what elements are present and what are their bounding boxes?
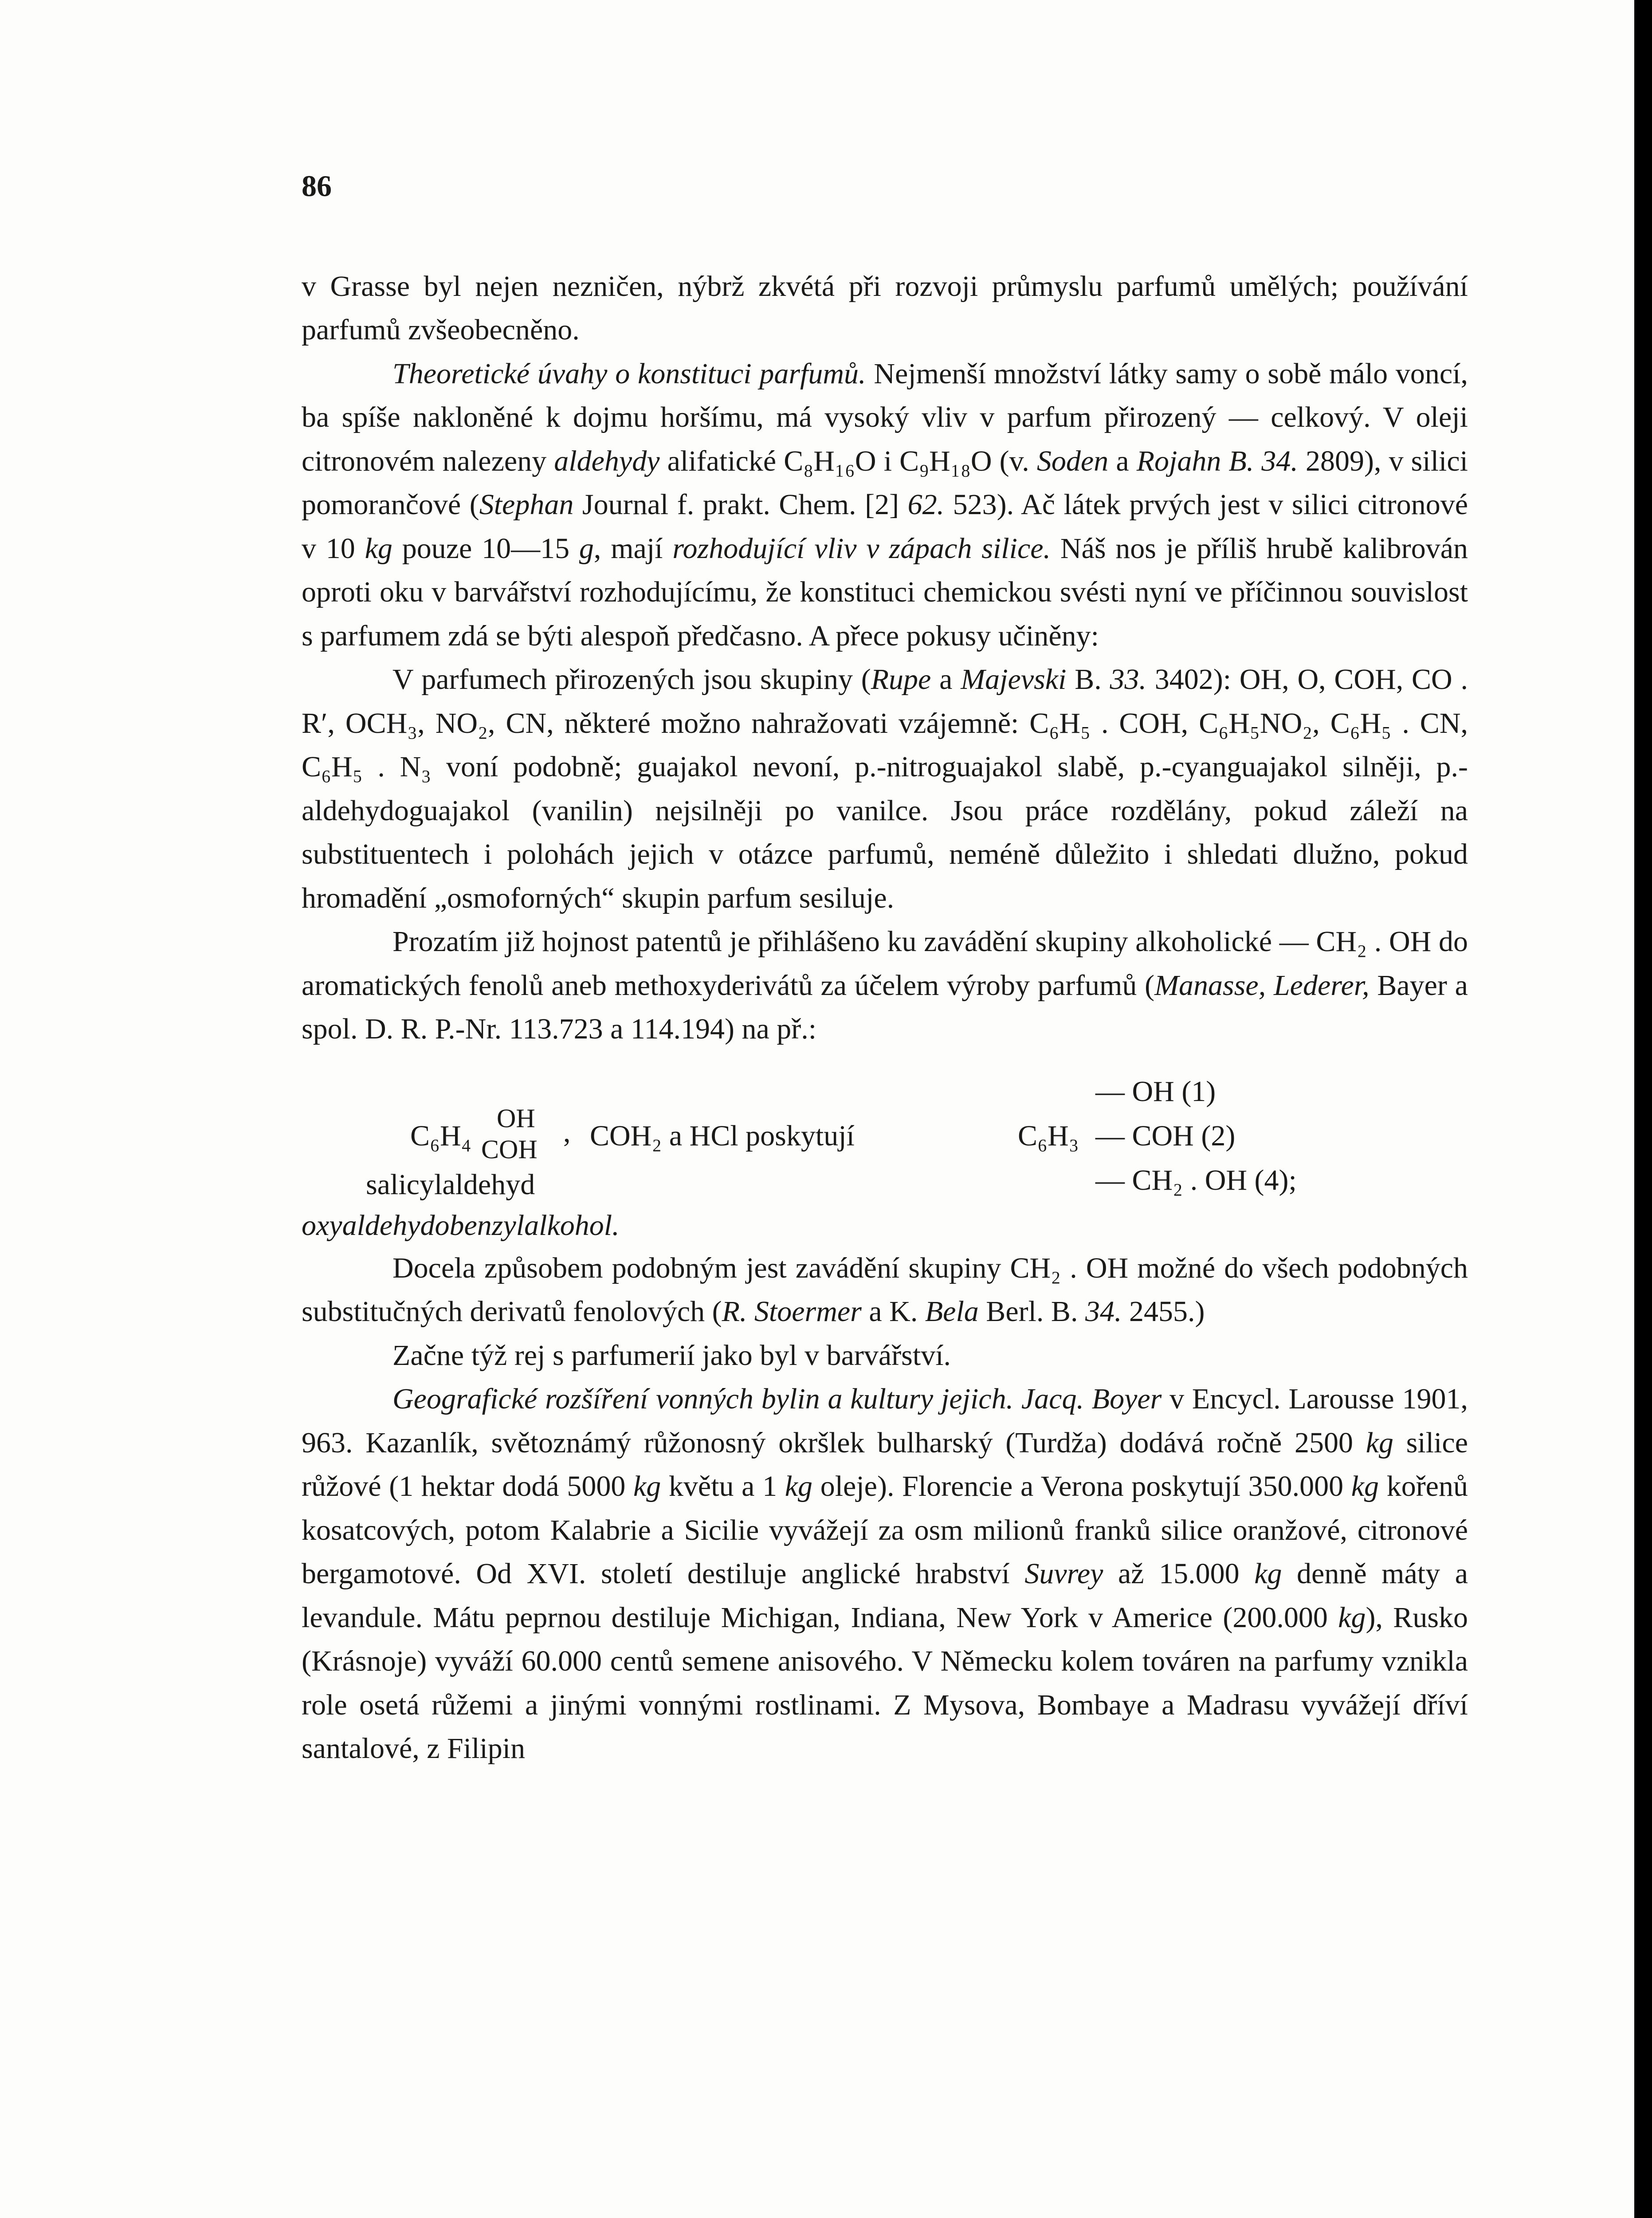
page-number: 86	[302, 169, 332, 203]
formula-reaction: COH₂ a HCl poskytují	[590, 1119, 855, 1152]
paragraph-6	[302, 1334, 1468, 1378]
italic-run: kg	[633, 1470, 661, 1502]
formula-label-left: salicylaldehyd	[366, 1168, 535, 1201]
text-run: Náš nos je příliš hrubě kalibrován oproti oku v barvářství rozhodujícímu, že konstituci chemickou svésti nyní ve příčinnou souvislost s parfumem zdá se býti alespoň předčasno. A přece pokusy učiněny:	[302, 532, 1468, 652]
formula-right-line1: — OH (1)	[1095, 1075, 1216, 1108]
text-run: Bayer a spol. D. R. P.-Nr. 113.723 a 114.194) na př.:	[302, 969, 1468, 1045]
text-run: 3402): OH, O, COH, CO . R′, OCH₃, NO₂, CN, některé možno nahražovati vzájemně: C₆H₅ . COH, C₆H₅NO₂, C₆H₅ . CN, C₆H₅ . N₃ voní podobně; guajakol nevoní, p.-nitroguajakol slabě, p.-cyanguajakol silněji, p.-aldehydoguajakol (vanilin) nejsilněji po vanilce. Jsou práce rozdělány, pokud záleží na substituentech i polohách jejich v otázce parfumů, neméně důležito i shledati dlužno, pokud hromadění „osmoforných“ skupin parfum sesiluje.	[302, 663, 1468, 914]
formula-left-oh: OH	[497, 1103, 535, 1133]
formula-comma: ,	[563, 1116, 571, 1148]
text-run: oleje). Florencie a Verona poskytují 350.000	[812, 1470, 1351, 1502]
italic-run: aldehydy	[554, 444, 660, 477]
text-run: Berl. B.	[978, 1295, 1085, 1328]
formula-label-right: oxyaldehydobenzylalkohol.	[302, 1209, 620, 1242]
text-run: B.	[1066, 663, 1110, 696]
formula-left-base: C₆H₄	[410, 1119, 471, 1152]
text-run: až 15.000	[1103, 1557, 1255, 1590]
italic-run: Manasse, Lederer,	[1154, 969, 1369, 1002]
text-run: Docela způsobem podobným jest zavádění skupiny CH₂ . OH možné do všech podobných substitučných derivatů fenolových (	[302, 1251, 1468, 1328]
text-run: 523). Ač látek prvých jest v silici citronové v 10	[302, 488, 1468, 565]
italic-run: kg	[1366, 1426, 1393, 1459]
paragraph-7	[302, 1377, 1468, 1771]
text-run: ), Rusko (Krásnoje) vyváží 60.000 centů semene anisového. V Německu kolem továren na parfumy vznikla role osetá růžemi a jinými vonnými rostlinami. Z Mysova, Bombaye a Madrasu vyvážejí dříví santalové, z Filipin	[302, 1601, 1468, 1765]
text-run: Začne týž rej s parfumerií jako byl v barvářství.	[392, 1339, 951, 1372]
italic-run: kg	[1351, 1470, 1379, 1502]
italic-run: 34.	[1085, 1295, 1122, 1328]
text-column	[302, 164, 1468, 1771]
text-run: alifatické C₈H₁₆O i C₉H₁₈O (v.	[659, 444, 1037, 477]
italic-run: Majevski	[961, 663, 1067, 696]
formula-right-base: C₆H₃	[1018, 1119, 1079, 1152]
text-run: Prozatím již hojnost patentů je přihlášeno ku zavádění skupiny alkoholické — CH₂ . OH do aromatických fenolů aneb methoxyderivátů za účelem výroby parfumů (	[302, 925, 1468, 1002]
paragraph-5	[302, 1247, 1468, 1334]
chemical-formula	[302, 1061, 1468, 1242]
italic-run: Stephan	[479, 488, 574, 521]
formula-right-line3: — CH₂ . OH (4);	[1095, 1164, 1297, 1196]
italic-run: Soden	[1036, 444, 1109, 477]
text-run: a	[1108, 444, 1137, 477]
text-run: 2455.)	[1122, 1295, 1205, 1328]
italic-run: kg	[1254, 1557, 1282, 1590]
text-run: a K.	[861, 1295, 925, 1328]
italic-run: Rojahn B. 34.	[1136, 444, 1298, 477]
italic-run: Theoretické úvahy o konstituci parfumů.	[392, 357, 866, 390]
text-run: denně máty a levandule. Mátu peprnou destiluje Michigan, Indiana, New York v Americe (200.000	[302, 1557, 1468, 1634]
text-run: a	[931, 663, 961, 696]
text-run: kořenů kosatcových, potom Kalabrie a Sicilie vyvážejí za osm milionů franků silice oranžové, citronové bergamotové. Od XVI. století destiluje anglické hrabství	[302, 1470, 1468, 1590]
text-run: v Grasse byl nejen nezničen, nýbrž zkvétá při rozvoji průmyslu parfumů umělých; používání parfumů zvšeobecněno.	[302, 270, 1468, 346]
italic-run: Suvrey	[1024, 1557, 1103, 1590]
italic-run: Rupe	[871, 663, 931, 696]
text-run: květu a 1	[661, 1470, 785, 1502]
italic-run: kg	[1338, 1601, 1366, 1634]
paragraph-1	[302, 265, 1468, 352]
italic-run: 33.	[1110, 663, 1146, 696]
italic-run: kg	[785, 1470, 813, 1502]
text-run: 2809), v silici pomorančové (	[302, 444, 1468, 521]
italic-run: Geografické rozšíření vonných bylin a kultury jejich. Jacq. Boyer	[392, 1383, 1162, 1415]
paragraph-4	[302, 920, 1468, 1051]
formula-right-line2: — COH (2)	[1095, 1119, 1236, 1152]
text-run: V parfumech přirozených jsou skupiny (	[392, 663, 871, 696]
text-run: pouze 10—15	[392, 532, 579, 565]
italic-run: 62.	[907, 488, 945, 521]
italic-run: kg	[365, 532, 392, 565]
italic-run: R. Stoermer	[722, 1295, 862, 1328]
paragraph-3	[302, 658, 1468, 920]
text-run: Journal f. prakt. Chem. [2]	[573, 488, 908, 521]
italic-run: Bela	[925, 1295, 979, 1328]
text-run: silice růžové (1 hektar dodá 5000	[302, 1426, 1468, 1502]
text-run: , mají	[593, 532, 673, 565]
italic-run: rozhodující vliv v zápach silice.	[672, 532, 1051, 565]
text-run: Nejmenší množství látky samy o sobě málo voncí, ba spíše nakloněné k dojmu horšímu, má vysoký vliv v parfum přirozený — celkový. V oleji citronovém nalezeny	[302, 357, 1468, 477]
paragraph-2	[302, 352, 1468, 658]
text-run: v Encycl. Larousse 1901, 963. Kazanlík, světoznámý růžonosný okršlek bulharský (Turdža) dodává ročně 2500	[302, 1383, 1468, 1459]
italic-run: g	[579, 532, 594, 565]
formula-left-coh: COH	[481, 1134, 538, 1164]
